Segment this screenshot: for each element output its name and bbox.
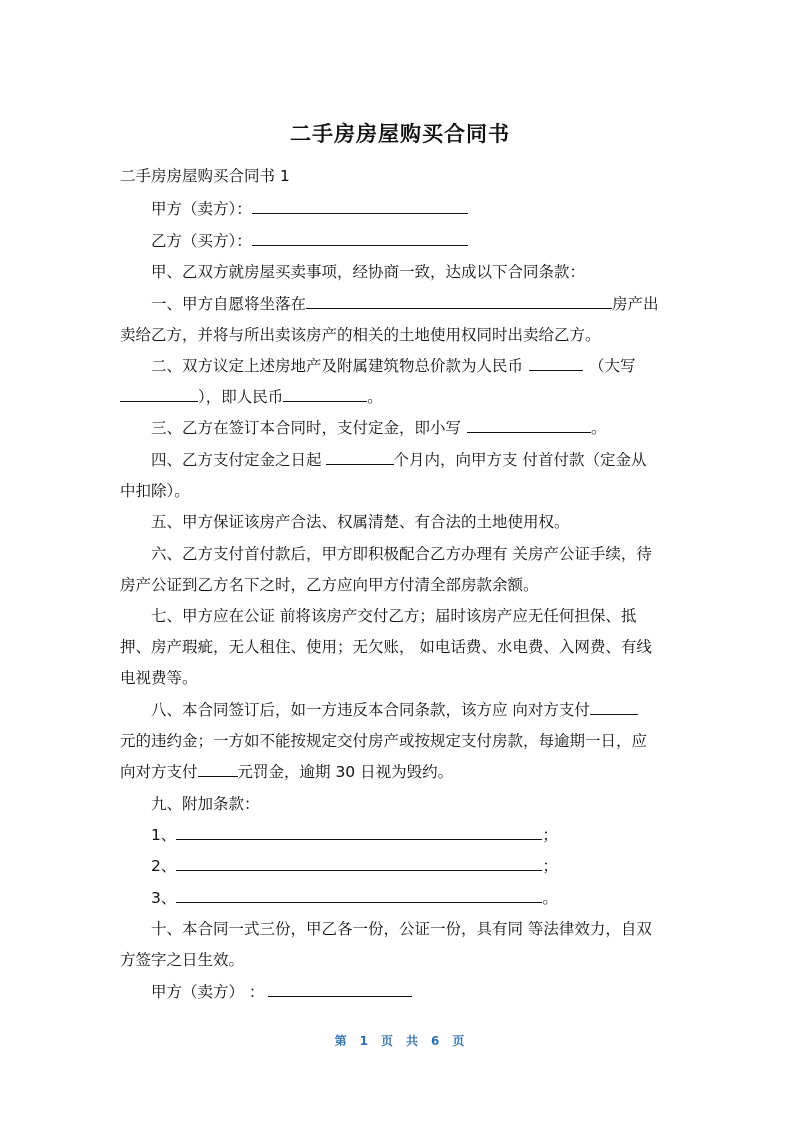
- footer-word-di: 第: [334, 1034, 348, 1048]
- clause-9-item-1: [151, 825, 711, 845]
- clause-2-blank-amount: [529, 356, 583, 371]
- party-a-line: [151, 199, 711, 219]
- page-footer: [0, 1032, 800, 1049]
- clause-9-item-2-end: ；: [542, 857, 558, 875]
- document-subtitle: 二手房房屋购买合同书 1: [120, 167, 290, 185]
- intro-paragraph: 甲、乙双方就房屋买卖事项，经协商一致，达成以下合同条款：: [151, 263, 586, 281]
- clause-1-text-b: 房产出: [612, 295, 659, 313]
- clause-8-text-d: 元罚金，逾期 30 日视为毁约。: [237, 763, 454, 781]
- clause-2-line-2: [120, 387, 680, 407]
- clause-9-item-3: [151, 888, 711, 908]
- clause-7-line-1: 七、甲方应在公证 前将该房产交付乙方；届时该房产应无任何担保、抵: [151, 607, 637, 625]
- clause-2-text-d: 。: [367, 388, 383, 406]
- clause-9-item-1-number: 1、: [151, 826, 177, 844]
- clause-3-line: [151, 418, 711, 438]
- clause-8-blank-daily: [198, 762, 238, 777]
- clause-9-item-2-number: 2、: [151, 857, 177, 875]
- clause-8-line-1: [151, 700, 711, 720]
- document-title: 二手房房屋购买合同书: [290, 122, 510, 146]
- clause-2-text-a: 二、双方议定上述房地产及附属建筑物总价款为人民币: [151, 357, 524, 375]
- party-a-label: 甲方（卖方）：: [151, 200, 252, 218]
- party-b-label: 乙方（买方）：: [151, 232, 252, 250]
- footer-total-pages: 6: [431, 1034, 441, 1048]
- clause-8-text-a: 八、本合同签订后，如一方违反本合同条款，该方应 向对方支付: [151, 701, 590, 719]
- clause-3-text-b: 。: [591, 419, 607, 437]
- clause-7-line-2: 押、房产瑕疵，无人租住、使用；无欠账， 如电话费、水电费、入网费、有线: [120, 638, 652, 656]
- clause-8-blank-penalty: [590, 700, 638, 715]
- clause-9-heading: 九、附加条款：: [151, 795, 260, 813]
- footer-word-ye-2: 页: [452, 1034, 466, 1048]
- clause-9-item-3-blank: [176, 888, 542, 903]
- clause-9-item-2: [151, 856, 711, 876]
- clause-3-blank: [467, 418, 591, 433]
- clause-4-text-b: 个月内，向甲方支 付首付款（定金从: [393, 451, 647, 469]
- clause-10-line-1: 十、本合同一式三份，甲乙各一份，公证一份，具有同 等法律效力，自双: [151, 920, 652, 938]
- signature-party-a-blank: [268, 982, 412, 997]
- clause-9-item-3-number: 3、: [151, 889, 177, 907]
- clause-2-blank-rmb: [283, 387, 367, 402]
- clause-10-line-2: 方签字之日生效。: [120, 951, 245, 969]
- clause-4-text-a: 四、乙方支付定金之日起: [151, 451, 322, 469]
- signature-party-a-label: 甲方（卖方） ：: [151, 983, 265, 1001]
- clause-3-text-a: 三、乙方在签订本合同时，支付定金，即小写: [151, 419, 462, 437]
- clause-9-item-2-blank: [176, 856, 542, 871]
- clause-8-line-3: [120, 762, 680, 782]
- footer-page-number: 1: [359, 1034, 369, 1048]
- clause-7-line-3: 电视费等。: [120, 669, 198, 687]
- footer-word-ye: 页: [380, 1034, 394, 1048]
- clause-2-blank-words: [120, 387, 198, 402]
- clause-2-line-1: [151, 356, 711, 376]
- party-b-blank: [252, 231, 468, 246]
- clause-9-item-1-end: ；: [542, 826, 558, 844]
- clause-9-item-3-end: 。: [542, 889, 558, 907]
- clause-4-line-1: [151, 450, 711, 470]
- clause-1-text-a: 一、甲方自愿将坐落在: [151, 295, 307, 313]
- clause-8-line-2: 元的违约金；一方如不能按规定交付房产或按规定支付房款，每逾期一日，应: [120, 732, 648, 750]
- clause-8-text-c: 向对方支付: [120, 763, 198, 781]
- clause-1-line-2: 卖给乙方，并将与所出卖该房产的相关的土地使用权同时出卖给乙方。: [120, 326, 601, 344]
- clause-6-line-2: 房产公证到乙方名下之时，乙方应向甲方付清全部房款余额。: [120, 576, 539, 594]
- clause-1-line-1: [151, 294, 711, 314]
- party-a-blank: [252, 199, 468, 214]
- clause-4-blank: [326, 450, 394, 465]
- clause-6-line-1: 六、乙方支付首付款后，甲方即积极配合乙方办理有 关房产公证手续，待: [151, 545, 652, 563]
- clause-4-line-2: 中扣除）。: [120, 482, 190, 500]
- footer-word-gong: 共: [406, 1034, 420, 1048]
- clause-9-item-1-blank: [176, 825, 542, 840]
- clause-1-blank: [306, 294, 612, 309]
- clause-2-text-c: ），即人民币: [198, 388, 284, 406]
- clause-2-text-b: （大写: [589, 357, 636, 375]
- clause-5-line: 五、甲方保证该房产合法、权属清楚、有合法的土地使用权。: [151, 513, 570, 531]
- party-b-line: [151, 231, 711, 251]
- signature-party-a: [151, 982, 711, 1002]
